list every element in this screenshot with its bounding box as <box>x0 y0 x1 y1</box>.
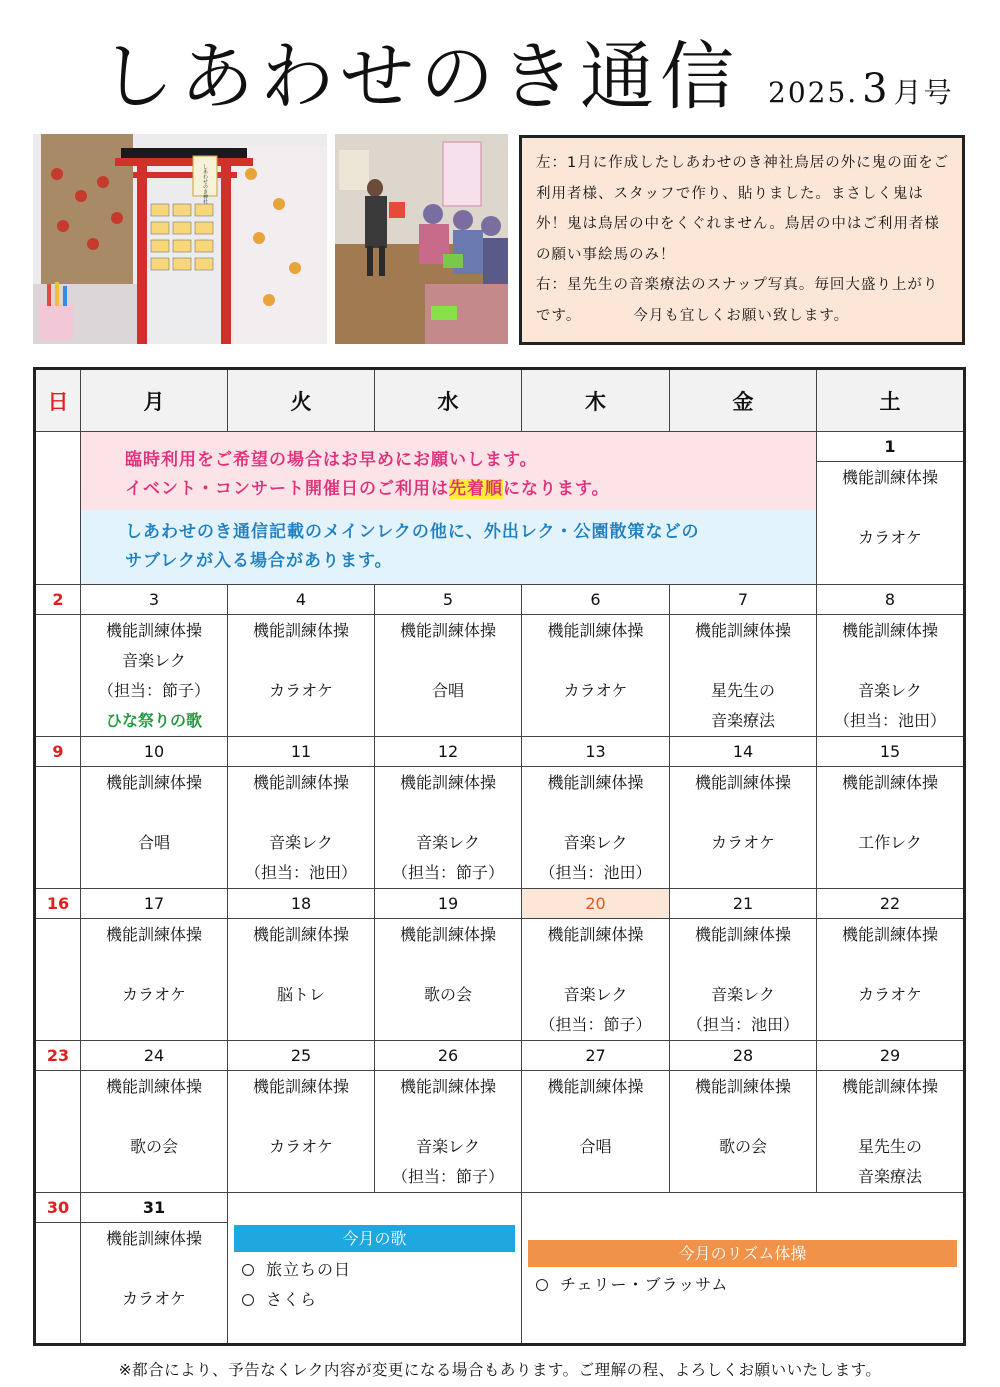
event-line <box>375 646 521 676</box>
event-line: 機能訓練体操 <box>694 925 791 944</box>
event-line: 機能訓練体操 <box>252 1077 349 1096</box>
empty-sun-cell <box>35 432 81 585</box>
event-line: 機能訓練体操 <box>547 773 644 792</box>
event-cell <box>375 919 522 1041</box>
date-cell: 4 <box>228 585 375 615</box>
weekday-sun: 日 <box>35 369 81 432</box>
event-line: カラオケ <box>858 528 922 548</box>
event-line: 機能訓練体操 <box>841 1077 938 1096</box>
event-cell <box>35 1071 81 1193</box>
event-cell <box>817 919 965 1041</box>
monthly-calendar <box>33 367 966 1346</box>
event-line: カラオケ <box>269 1137 333 1156</box>
circle-bullet-icon <box>242 1264 254 1276</box>
photo-torii-wall <box>33 134 327 344</box>
weekday-tue: 火 <box>228 369 375 432</box>
event-line: 歌の会 <box>718 1137 767 1156</box>
event-line: 機能訓練体操 <box>841 621 938 640</box>
event-line: 機能訓練体操 <box>399 925 496 944</box>
notice-pink-box <box>81 432 816 510</box>
event-line: （担当：池田） <box>539 863 652 882</box>
event-line: （担当：節子） <box>391 863 504 882</box>
caption-closing: 今月も宜しくお願い致します。 <box>633 307 850 324</box>
event-line <box>228 646 374 676</box>
event-line: カラオケ <box>563 681 628 700</box>
date-cell-sunday: 16 <box>35 889 81 919</box>
photo-music-therapy <box>335 134 508 344</box>
weekday-thu: 木 <box>522 369 670 432</box>
notice-line-3: しあわせのき通信記載のメインレクの他に、外出レク・公園散策などの <box>125 522 700 542</box>
event-cell <box>670 1071 817 1193</box>
notice-blue-box <box>81 510 816 584</box>
event-line <box>522 798 669 828</box>
event-cell <box>35 615 81 737</box>
event-line: 合唱 <box>579 1137 612 1156</box>
event-line: 音楽レク <box>563 833 628 852</box>
photo-caption-box <box>519 135 965 345</box>
event-line <box>522 646 669 676</box>
event-cell <box>522 1071 670 1193</box>
issue-month: 3 <box>862 66 890 112</box>
event-line: 機能訓練体操 <box>547 1077 644 1096</box>
date-cell: 29 <box>817 1041 965 1071</box>
event-line <box>817 646 963 676</box>
event-line: 音楽レク <box>416 833 480 852</box>
event-cell <box>375 767 522 889</box>
event-cell <box>817 767 965 889</box>
event-line: 歌の会 <box>129 1137 178 1156</box>
event-cell <box>81 919 228 1041</box>
weekday-fri: 金 <box>670 369 817 432</box>
date-cell: 15 <box>817 737 965 767</box>
rhythm-exercise-cell <box>522 1193 965 1345</box>
event-line <box>81 950 227 980</box>
date-cell: 1 <box>817 432 965 462</box>
event-line: 機能訓練体操 <box>105 1229 202 1248</box>
date-cell: 12 <box>375 737 522 767</box>
event-line: 機能訓練体操 <box>399 1077 496 1096</box>
week-date-row <box>35 585 965 615</box>
event-cell <box>817 615 965 737</box>
circle-bullet-icon <box>536 1279 548 1291</box>
event-line: 音楽レク <box>563 985 628 1004</box>
date-cell: 7 <box>670 585 817 615</box>
date-cell: 31 <box>81 1193 228 1223</box>
event-line: 音楽レク <box>858 681 922 700</box>
event-line <box>817 1102 963 1132</box>
list-item: さくら <box>242 1285 515 1315</box>
event-line: カラオケ <box>858 985 922 1004</box>
event-line: 機能訓練体操 <box>547 621 644 640</box>
date-cell: 18 <box>228 889 375 919</box>
list-item: 旅立ちの日 <box>242 1255 515 1285</box>
date-cell: 19 <box>375 889 522 919</box>
event-line <box>670 798 816 828</box>
date-cell: 3 <box>81 585 228 615</box>
event-line: カラオケ <box>711 833 775 852</box>
event-cell <box>670 615 817 737</box>
notice-line-4: サブレクが入る場合があります。 <box>125 551 393 571</box>
event-line: 機能訓練体操 <box>694 1077 791 1096</box>
event-cell <box>670 767 817 889</box>
footer-disclaimer: ※都合により、予告なくレク内容が変更になる場合もあります。ご理解の程、よろしくお願いいたします。 <box>118 1361 882 1379</box>
event-line <box>375 950 521 980</box>
event-line: （担当：節子） <box>539 1015 652 1034</box>
list-item: チェリー・ブラッサム <box>536 1270 957 1300</box>
event-cell <box>375 615 522 737</box>
event-line: 機能訓練体操 <box>105 773 202 792</box>
event-cell <box>81 1071 228 1193</box>
rhythm-exercise-title: 今月のリズム体操 <box>528 1240 957 1267</box>
week-event-row <box>35 919 965 1041</box>
event-line: 脳トレ <box>276 985 325 1004</box>
event-line: （担当：池田） <box>686 1015 799 1034</box>
event-line: 音楽レク <box>122 651 186 670</box>
event-cell <box>228 615 375 737</box>
event-line: （担当：池田） <box>244 863 357 882</box>
notice-cell <box>81 432 817 585</box>
weekday-mon: 月 <box>81 369 228 432</box>
notice-highlight: 先着順 <box>449 479 503 499</box>
date-cell: 21 <box>670 889 817 919</box>
event-line: （担当：節子） <box>97 681 210 700</box>
event-cell <box>228 1071 375 1193</box>
event-line <box>670 1102 816 1132</box>
rhythm-exercise-list <box>528 1270 957 1300</box>
event-line <box>228 1102 374 1132</box>
date-cell: 25 <box>228 1041 375 1071</box>
event-line <box>228 950 374 980</box>
week-date-row <box>35 889 965 919</box>
date-cell: 20 <box>522 889 670 919</box>
event-line: カラオケ <box>122 1289 186 1308</box>
event-cell <box>817 1071 965 1193</box>
event-line: カラオケ <box>269 681 333 700</box>
caption-right-photo: 右：星先生の音楽療法のスナップ写真。毎回大盛り上がりです。 今月も宜しくお願い致します。 <box>536 277 939 324</box>
date-cell: 24 <box>81 1041 228 1071</box>
event-cell <box>522 767 670 889</box>
event-line: 機能訓練体操 <box>252 925 349 944</box>
event-line: 機能訓練体操 <box>105 621 202 640</box>
event-line <box>228 798 374 828</box>
monthly-songs-cell <box>228 1193 522 1345</box>
event-cell <box>670 919 817 1041</box>
date-cell: 26 <box>375 1041 522 1071</box>
event-line: 星先生の <box>857 1137 922 1156</box>
week-date-row <box>35 1041 965 1071</box>
event-cell <box>817 462 965 585</box>
date-cell-sunday: 2 <box>35 585 81 615</box>
date-cell-sunday: 9 <box>35 737 81 767</box>
event-cell <box>522 615 670 737</box>
event-line: ひな祭りの歌 <box>105 711 202 730</box>
issue-label <box>768 66 954 112</box>
event-line: 機能訓練体操 <box>694 621 791 640</box>
date-cell: 8 <box>817 585 965 615</box>
event-line: 合唱 <box>137 833 170 852</box>
event-line: 歌の会 <box>423 985 472 1004</box>
date-cell: 5 <box>375 585 522 615</box>
event-line <box>670 646 816 676</box>
date-cell-sunday: 23 <box>35 1041 81 1071</box>
date-cell: 6 <box>522 585 670 615</box>
event-cell <box>35 1223 81 1345</box>
event-line <box>375 1102 521 1132</box>
event-line <box>81 798 227 828</box>
event-line: 音楽療法 <box>857 1167 922 1186</box>
event-line: 機能訓練体操 <box>399 621 496 640</box>
event-line <box>817 950 963 980</box>
date-cell: 11 <box>228 737 375 767</box>
event-cell <box>35 767 81 889</box>
date-cell: 13 <box>522 737 670 767</box>
issue-year: 2025. <box>768 76 859 109</box>
date-cell: 14 <box>670 737 817 767</box>
event-line <box>670 950 816 980</box>
event-line <box>817 493 963 523</box>
event-line: 工作レク <box>858 833 922 852</box>
issue-month-suffix: 月号 <box>893 76 954 109</box>
event-line: 音楽レク <box>269 833 333 852</box>
week-event-row <box>35 1071 965 1193</box>
weekday-sat: 土 <box>817 369 965 432</box>
event-line: 音楽レク <box>416 1137 480 1156</box>
caption-left-photo: 左：1月に作成したしあわせのき神社鳥居の外に鬼の面をご利用者様、スタッフで作り、貼りました。まさしく鬼は外！鬼は鳥居の中をくぐれません。鳥居の中はご利用者様の願い事絵馬のみ！ <box>536 155 950 263</box>
event-cell <box>81 767 228 889</box>
event-line <box>375 798 521 828</box>
circle-bullet-icon <box>242 1294 254 1306</box>
event-line <box>522 950 669 980</box>
event-line: 機能訓練体操 <box>105 925 202 944</box>
event-cell <box>522 919 670 1041</box>
event-line: 機能訓練体操 <box>841 773 938 792</box>
event-line: 機能訓練体操 <box>547 925 644 944</box>
event-line: 機能訓練体操 <box>105 1077 202 1096</box>
event-line: 音楽療法 <box>710 711 775 730</box>
weekday-header-row <box>35 369 965 432</box>
event-cell <box>35 919 81 1041</box>
monthly-songs-title: 今月の歌 <box>234 1225 515 1252</box>
event-line: （担当：池田） <box>833 711 946 730</box>
event-cell <box>375 1071 522 1193</box>
event-line: 機能訓練体操 <box>694 773 791 792</box>
last-week-date-row <box>35 1193 965 1223</box>
event-line: 機能訓練体操 <box>252 773 349 792</box>
date-cell: 10 <box>81 737 228 767</box>
event-line: 機能訓練体操 <box>399 773 496 792</box>
date-cell: 27 <box>522 1041 670 1071</box>
week-date-row <box>35 737 965 767</box>
event-line: 機能訓練体操 <box>252 621 349 640</box>
event-line: （担当：節子） <box>391 1167 504 1186</box>
event-line: 機能訓練体操 <box>841 925 938 944</box>
date-cell: 17 <box>81 889 228 919</box>
event-cell <box>81 615 228 737</box>
event-line: 合唱 <box>431 681 464 700</box>
event-line <box>81 1102 227 1132</box>
week-event-row <box>35 615 965 737</box>
notice-line-1: 臨時利用をご希望の場合はお早めにお願いします。 <box>125 450 538 470</box>
date-cell-sunday: 30 <box>35 1193 81 1223</box>
event-line: カラオケ <box>122 985 186 1004</box>
event-cell <box>228 767 375 889</box>
notice-line-2: イベント・コンサート開催日のご利用は先着順になります。 <box>125 479 610 499</box>
event-line <box>522 1102 669 1132</box>
event-line: 機能訓練体操 <box>841 468 938 488</box>
date-cell: 22 <box>817 889 965 919</box>
date-cell: 28 <box>670 1041 817 1071</box>
weekday-wed: 水 <box>375 369 522 432</box>
event-cell <box>81 1223 228 1345</box>
week1-date-row <box>35 432 965 462</box>
event-line: 音楽レク <box>711 985 775 1004</box>
week-event-row <box>35 767 965 889</box>
torii-plaque-text: しあわせのき神社 <box>202 164 208 204</box>
event-line <box>817 798 963 828</box>
event-line <box>81 1254 227 1284</box>
newsletter-title: しあわせのき通信 <box>100 34 740 120</box>
monthly-songs-list <box>234 1255 515 1315</box>
event-line: 星先生の <box>710 681 775 700</box>
event-cell <box>228 919 375 1041</box>
